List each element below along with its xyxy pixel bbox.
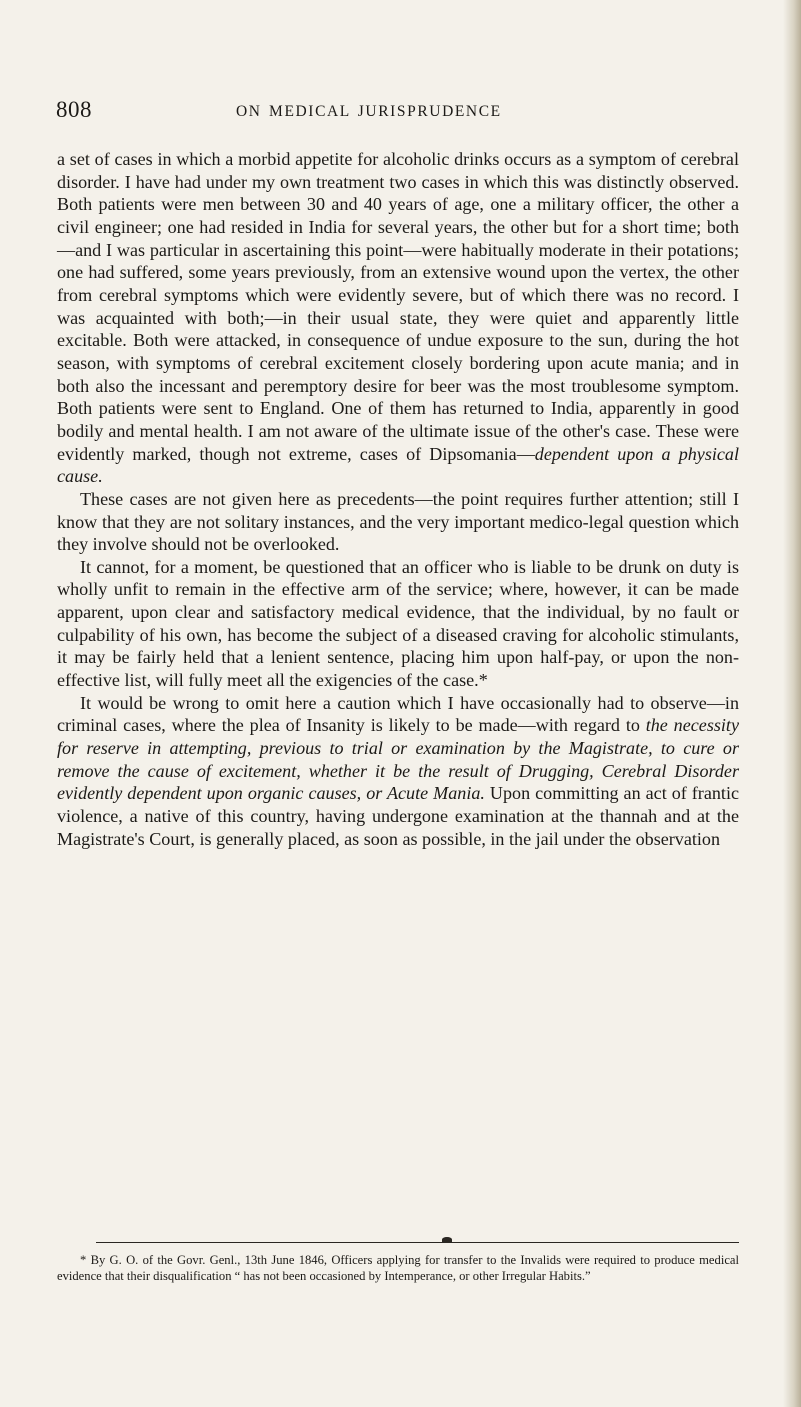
paragraph <box>57 488 739 556</box>
footnote-text: * By G. O. of the Govr. Genl., 13th June 1846, Officers applying for transfer to the Invalids were required to produce medical evidence that their disqualification “ has not been occasioned by Intemperance, or other Irregular Habits.” <box>57 1253 739 1284</box>
paragraph-text: Upon committing an act of frantic violence, a native of this country, having undergone examination at the thannah and at the Magistrate's Court, is generally placed, as soon as possible, in the jail under the observation <box>57 783 739 849</box>
paragraph <box>57 148 739 488</box>
page-number: 808 <box>56 97 92 122</box>
footnote-rule-mark <box>442 1237 452 1242</box>
page-edge-shadow <box>783 0 801 1407</box>
paragraph-text: It cannot, for a moment, be questioned that an officer who is liable to be drunk on duty is wholly unfit to remain in the effective arm of the service; where, however, it can be made apparent, upon clear and satisfactory medical evidence, that the individual, by no fault or culpability of his own, has become the subject of a diseased craving for alcoholic stimulants, it may be fairly held that a lenient sentence, placing him upon half-pay, or upon the non-effective list, will fully meet all the exigencies of the case.* <box>57 556 739 691</box>
paragraph-text: a set of cases in which a morbid appetite for alcoholic drinks occurs as a symptom of cerebral disorder. I have had under my own treatment two cases in which this was distinctly observed. Both patients were men between 30 and 40 years of age, one a military officer, the other a civil engineer; one had resided in India for several years, the other but for a short time; both—and I was particular in ascertaining this point—were habitually moderate in their potations; one had suffered, some years previously, from an extensive wound upon the vertex, the other from cerebral symptoms which were evidently severe, but of which there was no record. I was acquainted with both;—in their usual state, they were quiet and apparently little excitable. Both were attacked, in consequence of undue exposure to the sun, during the hot season, with symptoms of cerebral excitement closely bordering upon acute mania; and in both also the incessant and peremptory desire for beer was the most troublesome symptom. Both patients were sent to England. One of them has returned to India, apparently in good bodily and mental health. I am not aware of the ultimate issue of the other's case. These were evidently marked, though not extreme, cases of Dipsomania— <box>57 149 739 464</box>
paragraph-italic-text: the necessity for reserve in attempting, previous to trial or examination by the Magistrate, to cure or remove the cause of excitement, whether it be the result of Drugging, Cerebral Disorder evidently dependent upon organic causes, or Acute Mania. <box>57 715 739 804</box>
footnote-rule <box>96 1242 739 1243</box>
body-text <box>57 148 739 850</box>
running-head: ON MEDICAL JURISPRUDENCE <box>236 103 502 120</box>
paragraph-text: These cases are not given here as precedents—the point requires further attention; still I know that they are not solitary instances, and the very important medico-legal question which they involve should not be overlooked. <box>57 488 739 555</box>
paragraph <box>57 692 739 851</box>
page-header <box>56 97 742 127</box>
paragraph <box>57 556 739 692</box>
footnote <box>57 1252 739 1285</box>
paragraph-text: It would be wrong to omit here a caution which I have occasionally had to observe—in criminal cases, where the plea of Insanity is likely to be made—with regard to <box>57 692 739 736</box>
paragraph-italic-text: dependent upon a physical cause. <box>57 443 739 487</box>
